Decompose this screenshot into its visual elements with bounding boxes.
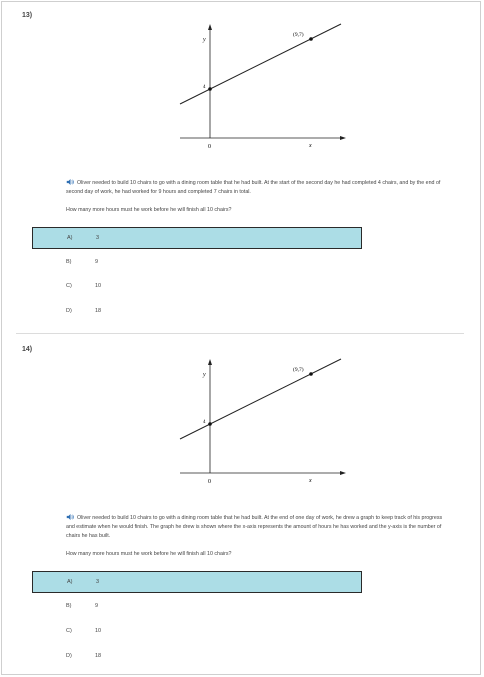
choice-letter: B) bbox=[66, 259, 72, 265]
prompt-text: Oliver needed to build 10 chairs to go with a dining room table that he had built. At the end of one day of work, he drew a graph to keep track of his progress and estimate when he would finish. The graph he drew is shown where the x-axis represents the amount of hours he has worked and the y-axis is the number of chairs he has built. bbox=[66, 515, 443, 539]
choice-letter: A) bbox=[67, 579, 73, 585]
y-axis-label: y bbox=[203, 372, 206, 378]
x-axis-arrow bbox=[340, 136, 346, 140]
choice-c[interactable] bbox=[32, 621, 362, 643]
question-number: 14) bbox=[22, 346, 33, 353]
choice-value: 9 bbox=[95, 259, 99, 265]
x-axis-label: x bbox=[309, 143, 312, 149]
origin-label: 0 bbox=[208, 479, 211, 485]
choice-value: 10 bbox=[95, 628, 102, 634]
trend-line bbox=[180, 24, 341, 104]
data-point bbox=[309, 37, 313, 41]
choice-value: 18 bbox=[95, 653, 102, 659]
question-number: 13) bbox=[22, 12, 33, 19]
choice-a[interactable] bbox=[32, 227, 362, 249]
choice-value: 3 bbox=[96, 235, 100, 241]
choice-c[interactable] bbox=[32, 276, 362, 298]
prompt-text: Oliver needed to build 10 chairs to go with a dining room table that he had built. At the start of the second day he had completed 4 chairs, and by the end of second day of work, he had worked for 9 hours and completed 7 chairs in total. bbox=[66, 180, 441, 195]
choice-letter: D) bbox=[66, 653, 72, 659]
choice-value: 3 bbox=[96, 579, 100, 585]
question-prompt bbox=[66, 179, 446, 197]
choice-letter: A) bbox=[67, 235, 73, 241]
y-intercept-point bbox=[208, 422, 212, 426]
choice-value: 9 bbox=[95, 603, 99, 609]
choice-b[interactable] bbox=[32, 252, 362, 274]
choice-letter: C) bbox=[66, 628, 72, 634]
point-label: (9,7) bbox=[293, 367, 304, 373]
choice-letter: C) bbox=[66, 283, 72, 289]
speaker-icon[interactable] bbox=[66, 514, 75, 520]
data-point bbox=[309, 372, 313, 376]
x-axis-label: x bbox=[309, 478, 312, 484]
point-label: (9,7) bbox=[293, 32, 304, 38]
y-axis-label: y bbox=[203, 37, 206, 43]
question-divider bbox=[16, 333, 464, 334]
choice-letter: B) bbox=[66, 603, 72, 609]
choice-value: 18 bbox=[95, 308, 102, 314]
x-axis-arrow bbox=[340, 471, 346, 475]
choice-a[interactable] bbox=[32, 571, 362, 593]
choice-value: 10 bbox=[95, 283, 102, 289]
line-graph bbox=[170, 355, 350, 485]
choice-letter: D) bbox=[66, 308, 72, 314]
choice-d[interactable] bbox=[32, 646, 362, 668]
question-text: How many more hours must he work before he will finish all 10 chairs? bbox=[66, 207, 232, 213]
y-axis-arrow bbox=[208, 24, 212, 30]
y-intercept-point bbox=[208, 87, 212, 91]
graph-svg bbox=[170, 20, 350, 150]
trend-line bbox=[180, 359, 341, 439]
y-intercept-label: 4 bbox=[203, 420, 206, 425]
line-graph bbox=[170, 20, 350, 150]
y-axis-arrow bbox=[208, 359, 212, 365]
choice-b[interactable] bbox=[32, 596, 362, 618]
question-prompt bbox=[66, 514, 446, 541]
y-intercept-label: 4 bbox=[203, 85, 206, 90]
question-text: How many more hours must he work before he will finish all 10 chairs? bbox=[66, 551, 232, 557]
speaker-icon[interactable] bbox=[66, 179, 75, 185]
graph-svg bbox=[170, 355, 350, 485]
origin-label: 0 bbox=[208, 144, 211, 150]
choice-d[interactable] bbox=[32, 301, 362, 323]
